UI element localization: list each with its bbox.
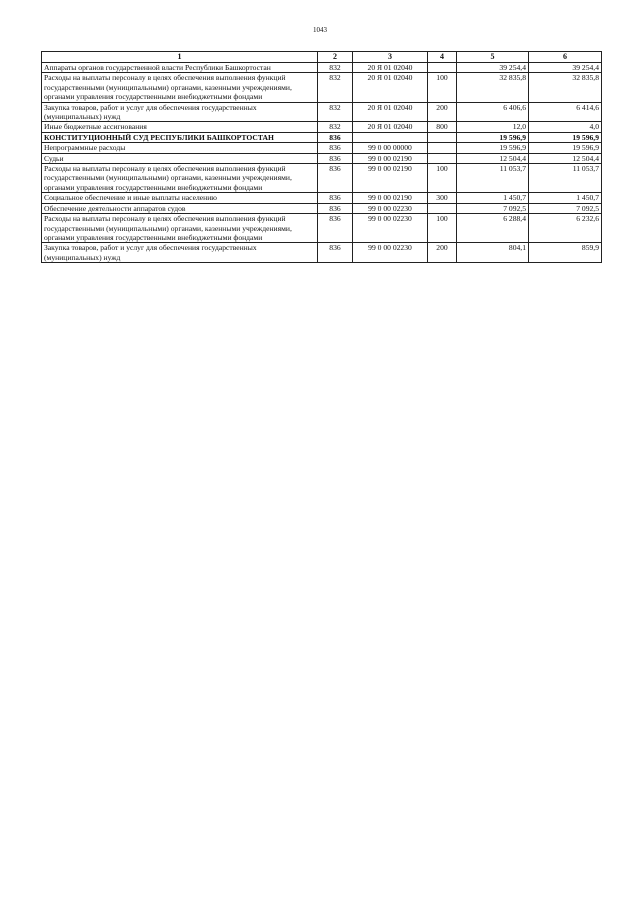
table-row bbox=[42, 214, 602, 243]
row-amount-year-1-cell: 804,1 bbox=[457, 243, 529, 263]
row-amount-year-2-cell: 11 053,7 bbox=[529, 164, 602, 193]
row-amount-year-2-cell: 859,9 bbox=[529, 243, 602, 263]
row-department-code-cell: 836 bbox=[318, 143, 353, 153]
row-target-article-cell: 99 0 00 02230 bbox=[353, 203, 428, 213]
table-row bbox=[42, 122, 602, 132]
row-amount-year-2-cell: 4,0 bbox=[529, 122, 602, 132]
column-header-expense-type: 4 bbox=[428, 52, 457, 63]
row-amount-year-1-cell: 11 053,7 bbox=[457, 164, 529, 193]
row-expense-type-cell: 800 bbox=[428, 122, 457, 132]
row-amount-year-1-cell: 12,0 bbox=[457, 122, 529, 132]
row-department-code-cell: 836 bbox=[318, 214, 353, 243]
table-body bbox=[42, 63, 602, 263]
row-department-code-cell: 832 bbox=[318, 63, 353, 73]
budget-table bbox=[41, 51, 602, 263]
row-target-article-cell: 20 Я 01 02040 bbox=[353, 63, 428, 73]
row-department-code-cell: 836 bbox=[318, 193, 353, 203]
row-target-article-cell: 99 0 00 00000 bbox=[353, 143, 428, 153]
table-row bbox=[42, 73, 602, 102]
row-department-code-cell: 832 bbox=[318, 122, 353, 132]
row-expense-type-cell bbox=[428, 132, 457, 142]
row-target-article-cell: 99 0 00 02190 bbox=[353, 153, 428, 163]
row-amount-year-2-cell: 39 254,4 bbox=[529, 63, 602, 73]
column-header-name: 1 bbox=[42, 52, 318, 63]
row-target-article-cell: 99 0 00 02190 bbox=[353, 164, 428, 193]
row-amount-year-2-cell: 6 232,6 bbox=[529, 214, 602, 243]
row-expense-type-cell bbox=[428, 203, 457, 213]
row-amount-year-1-cell: 12 504,4 bbox=[457, 153, 529, 163]
row-expense-type-cell bbox=[428, 63, 457, 73]
row-amount-year-2-cell: 7 092,5 bbox=[529, 203, 602, 213]
row-expense-type-cell: 100 bbox=[428, 164, 457, 193]
row-name-cell: Иные бюджетные ассигнования bbox=[42, 122, 318, 132]
row-amount-year-2-cell: 19 596,9 bbox=[529, 143, 602, 153]
row-name-cell: Закупка товаров, работ и услуг для обеспечения государственных (муниципальных) нужд bbox=[42, 243, 318, 263]
row-name-cell: Расходы на выплаты персоналу в целях обеспечения выполнения функций государственными (муниципальными) органами, казенными учреждениями, органами управления государственными внебюджетными фондами bbox=[42, 164, 318, 193]
row-department-code-cell: 836 bbox=[318, 132, 353, 142]
row-amount-year-1-cell: 6 288,4 bbox=[457, 214, 529, 243]
row-target-article-cell: 20 Я 01 02040 bbox=[353, 122, 428, 132]
row-amount-year-1-cell: 1 450,7 bbox=[457, 193, 529, 203]
row-target-article-cell bbox=[353, 132, 428, 142]
row-amount-year-2-cell: 1 450,7 bbox=[529, 193, 602, 203]
row-department-code-cell: 836 bbox=[318, 243, 353, 263]
row-target-article-cell: 99 0 00 02230 bbox=[353, 243, 428, 263]
row-expense-type-cell bbox=[428, 153, 457, 163]
table-row bbox=[42, 102, 602, 122]
row-amount-year-1-cell: 39 254,4 bbox=[457, 63, 529, 73]
row-expense-type-cell bbox=[428, 143, 457, 153]
row-amount-year-2-cell: 6 414,6 bbox=[529, 102, 602, 122]
row-expense-type-cell: 100 bbox=[428, 73, 457, 102]
column-header-department: 2 bbox=[318, 52, 353, 63]
table-row bbox=[42, 164, 602, 193]
row-name-cell: Закупка товаров, работ и услуг для обеспечения государственных (муниципальных) нужд bbox=[42, 102, 318, 122]
table-row bbox=[42, 143, 602, 153]
row-amount-year-1-cell: 19 596,9 bbox=[457, 132, 529, 142]
row-name-cell: Аппараты органов государственной власти Республики Башкортостан bbox=[42, 63, 318, 73]
table-row bbox=[42, 203, 602, 213]
row-name-cell: Социальное обеспечение и иные выплаты населению bbox=[42, 193, 318, 203]
row-expense-type-cell: 100 bbox=[428, 214, 457, 243]
row-name-cell: Расходы на выплаты персоналу в целях обеспечения выполнения функций государственными (муниципальными) органами, казенными учреждениями, органами управления государственными внебюджетными фондами bbox=[42, 73, 318, 102]
row-amount-year-1-cell: 7 092,5 bbox=[457, 203, 529, 213]
table-header-row bbox=[42, 52, 602, 63]
row-name-cell: Обеспечение деятельности аппаратов судов bbox=[42, 203, 318, 213]
row-name-cell: Непрограммные расходы bbox=[42, 143, 318, 153]
column-header-amount-year-1: 5 bbox=[457, 52, 529, 63]
table-row bbox=[42, 243, 602, 263]
row-department-code-cell: 832 bbox=[318, 102, 353, 122]
row-department-code-cell: 836 bbox=[318, 153, 353, 163]
row-amount-year-2-cell: 32 835,8 bbox=[529, 73, 602, 102]
row-expense-type-cell: 200 bbox=[428, 102, 457, 122]
row-amount-year-1-cell: 32 835,8 bbox=[457, 73, 529, 102]
column-header-target-article: 3 bbox=[353, 52, 428, 63]
table-row bbox=[42, 193, 602, 203]
row-name-cell: КОНСТИТУЦИОННЫЙ СУД РЕСПУБЛИКИ БАШКОРТОСТАН bbox=[42, 132, 318, 142]
row-target-article-cell: 99 0 00 02230 bbox=[353, 214, 428, 243]
row-amount-year-1-cell: 19 596,9 bbox=[457, 143, 529, 153]
row-name-cell: Расходы на выплаты персоналу в целях обеспечения выполнения функций государственными (муниципальными) органами, казенными учреждениями, органами управления государственными внебюджетными фондами bbox=[42, 214, 318, 243]
column-header-amount-year-2: 6 bbox=[529, 52, 602, 63]
row-department-code-cell: 836 bbox=[318, 164, 353, 193]
row-name-cell: Судьи bbox=[42, 153, 318, 163]
page-number: 1043 bbox=[313, 26, 327, 34]
table-row bbox=[42, 153, 602, 163]
row-amount-year-2-cell: 12 504,4 bbox=[529, 153, 602, 163]
row-department-code-cell: 832 bbox=[318, 73, 353, 102]
row-expense-type-cell: 200 bbox=[428, 243, 457, 263]
table-row bbox=[42, 132, 602, 142]
table-row bbox=[42, 63, 602, 73]
row-target-article-cell: 20 Я 01 02040 bbox=[353, 73, 428, 102]
row-amount-year-1-cell: 6 406,6 bbox=[457, 102, 529, 122]
row-department-code-cell: 836 bbox=[318, 203, 353, 213]
row-expense-type-cell: 300 bbox=[428, 193, 457, 203]
row-target-article-cell: 99 0 00 02190 bbox=[353, 193, 428, 203]
row-target-article-cell: 20 Я 01 02040 bbox=[353, 102, 428, 122]
row-amount-year-2-cell: 19 596,9 bbox=[529, 132, 602, 142]
